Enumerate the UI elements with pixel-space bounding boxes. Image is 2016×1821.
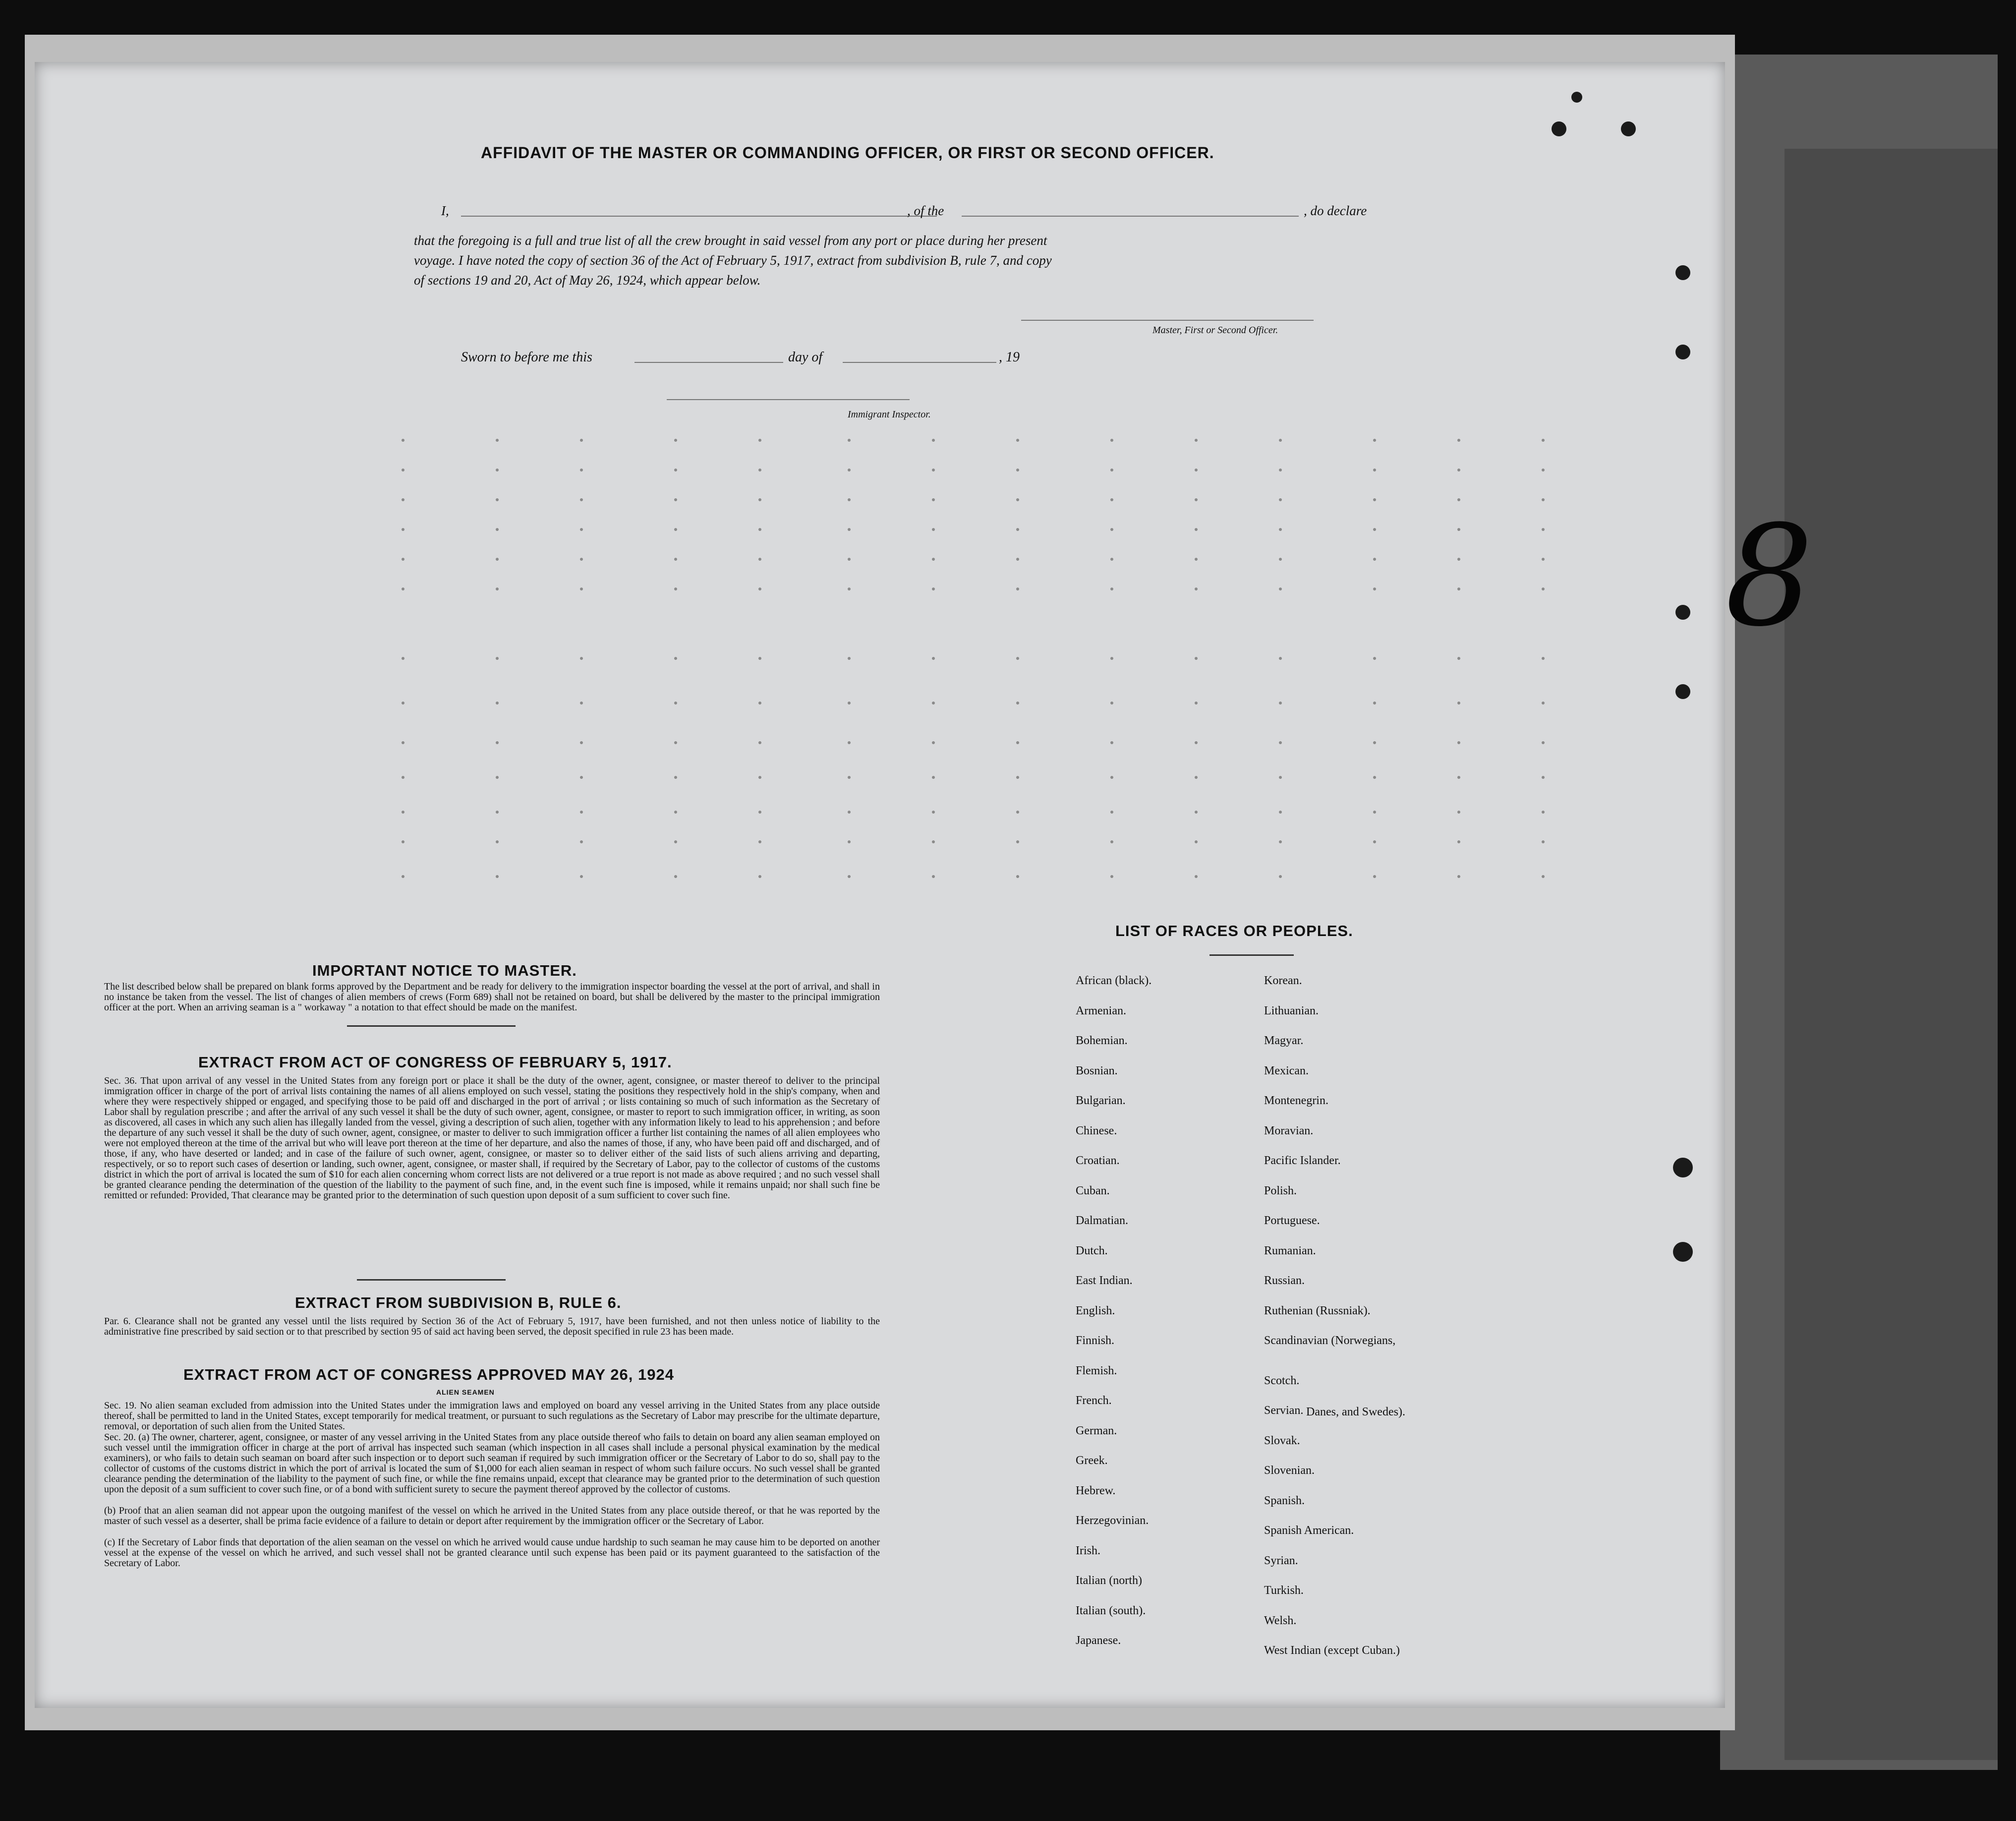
faint-dot: [848, 657, 851, 660]
faint-dot: [496, 498, 499, 501]
faint-dot: [1110, 811, 1113, 814]
faint-dot: [1457, 702, 1460, 705]
faint-dot: [580, 811, 583, 814]
faint-dot: [758, 875, 761, 878]
extract-1917-title: EXTRACT FROM ACT OF CONGRESS OF FEBRUARY 5, 1917.: [198, 1054, 672, 1071]
faint-dot: [1195, 439, 1198, 442]
faint-dot: [1110, 875, 1113, 878]
punch-hole: [1552, 121, 1566, 136]
faint-dot: [1373, 528, 1376, 531]
faint-dot: [848, 776, 851, 779]
affidavit-title: AFFIDAVIT OF THE MASTER OR COMMANDING OFFICER, OR FIRST OR SECOND OFFICER.: [481, 144, 1214, 162]
faint-dot: [674, 875, 677, 878]
faint-dot: [1195, 657, 1198, 660]
race-item: Flemish.: [1076, 1364, 1117, 1377]
faint-dot: [848, 469, 851, 471]
faint-dot: [402, 587, 404, 590]
faint-dot: [674, 702, 677, 705]
faint-dot: [1457, 741, 1460, 744]
faint-dot: [674, 811, 677, 814]
faint-dot: [402, 776, 404, 779]
faint-dot: [1195, 558, 1198, 561]
faint-dot: [580, 587, 583, 590]
race-item: East Indian.: [1076, 1274, 1133, 1287]
faint-dot: [496, 469, 499, 471]
faint-dot: [848, 498, 851, 501]
faint-dot: [1542, 528, 1545, 531]
faint-dot: [402, 875, 404, 878]
faint-dot: [1542, 558, 1545, 561]
faint-dot: [580, 439, 583, 442]
race-item: Lithuanian.: [1264, 1004, 1319, 1017]
faint-dot: [402, 741, 404, 744]
race-item: Portuguese.: [1264, 1214, 1320, 1227]
faint-dot: [932, 528, 935, 531]
faint-dot: [402, 439, 404, 442]
faint-dot: [580, 528, 583, 531]
faint-dot: [932, 702, 935, 705]
faint-dot: [758, 498, 761, 501]
notice-title: IMPORTANT NOTICE TO MASTER.: [312, 962, 577, 979]
faint-dot: [1457, 840, 1460, 843]
affidavit-statement-line-1: that the foregoing is a full and true list of all the crew brought in said vessel from any port or place during her present: [414, 233, 1047, 248]
faint-dot: [1542, 498, 1545, 501]
faint-dot: [758, 811, 761, 814]
sworn-before-label: Sworn to before me this: [461, 350, 592, 365]
faint-dot: [674, 469, 677, 471]
faint-dot: [848, 840, 851, 843]
faint-dot: [1195, 840, 1198, 843]
section-divider: [357, 1279, 506, 1281]
faint-dot: [1279, 702, 1282, 705]
races-title: LIST OF RACES OR PEOPLES.: [1115, 922, 1353, 940]
extract-1924-sec20b: (b) Proof that an alien seaman did not appear upon the outgoing manifest of the vessel on which he arrived in the United States from any place outside thereof, or that he was reported by the master of such vessel as a deserter, shall be prima facie evidence of a failure to detain or deport after requirement by the immigration officer or the Secretary of Labor.: [104, 1505, 880, 1527]
faint-dot: [402, 469, 404, 471]
faint-dot: [1195, 469, 1198, 471]
race-item: Ruthenian (Russniak).: [1264, 1304, 1371, 1317]
faint-dot: [496, 702, 499, 705]
faint-dot: [1373, 657, 1376, 660]
race-item: West Indian (except Cuban.): [1264, 1644, 1400, 1657]
faint-dot: [932, 498, 935, 501]
faint-dot: [402, 840, 404, 843]
faint-dot: [932, 875, 935, 878]
faint-dot: [758, 840, 761, 843]
faint-dot: [1373, 741, 1376, 744]
faint-dot: [1457, 776, 1460, 779]
race-item: Irish.: [1076, 1544, 1100, 1557]
race-item: Italian (north): [1076, 1574, 1142, 1587]
faint-dot: [580, 498, 583, 501]
faint-dot: [1542, 657, 1545, 660]
faint-dot: [1110, 840, 1113, 843]
faint-dot: [932, 811, 935, 814]
faint-dot: [1457, 558, 1460, 561]
race-item: Italian (south).: [1076, 1604, 1146, 1617]
faint-dot: [1279, 558, 1282, 561]
faint-dot: [1110, 439, 1113, 442]
faint-dot: [1110, 702, 1113, 705]
extract-1924-sec19: Sec. 19. No alien seaman excluded from admission into the United States under the immigration laws and employed on board any vessel arriving in the United States from any place outside thereof, shall be permitted to land in the United States, except temporarily for medical treatment, or pursuant to such regulations as the Secretary of Labor may prescribe for the ultimate departure, removal, or deportation of such alien from the United States.: [104, 1400, 880, 1432]
faint-dot: [1110, 558, 1113, 561]
signature-blank[interactable]: [1021, 320, 1314, 321]
faint-dot: [496, 875, 499, 878]
faint-dot: [496, 528, 499, 531]
faint-dot: [1195, 875, 1198, 878]
faint-dot: [496, 587, 499, 590]
faint-dot: [758, 702, 761, 705]
faint-dot: [1279, 875, 1282, 878]
faint-dot: [848, 558, 851, 561]
faint-dot: [1110, 469, 1113, 471]
faint-dot: [848, 811, 851, 814]
faint-dot: [848, 702, 851, 705]
race-item: Scandinavian (Norwegians,: [1264, 1334, 1396, 1347]
race-item: Bulgarian.: [1076, 1094, 1126, 1107]
race-item: Greek.: [1076, 1454, 1108, 1467]
declare-of-the-label: , of the: [907, 203, 944, 218]
faint-dot: [932, 587, 935, 590]
faint-dot: [1016, 528, 1019, 531]
faint-dot: [1016, 702, 1019, 705]
faint-dot: [1373, 875, 1376, 878]
faint-dot: [1195, 587, 1198, 590]
faint-dot: [674, 498, 677, 501]
punch-hole: [1675, 345, 1690, 359]
race-item: Servian.: [1264, 1404, 1304, 1417]
faint-dot: [1279, 439, 1282, 442]
faint-dot: [1016, 875, 1019, 878]
sworn-year-label: , 19: [999, 350, 1020, 365]
race-item: Korean.: [1264, 974, 1302, 987]
faint-dot: [580, 875, 583, 878]
race-item: German.: [1076, 1424, 1117, 1437]
races-title-underline: [1210, 954, 1294, 956]
document-page: [35, 62, 1725, 1708]
faint-dot: [1542, 875, 1545, 878]
faint-dot: [932, 840, 935, 843]
faint-dot: [674, 439, 677, 442]
faint-dot: [1279, 741, 1282, 744]
inspector-label: Immigrant Inspector.: [848, 409, 931, 420]
faint-dot: [1373, 702, 1376, 705]
faint-dot: [1373, 498, 1376, 501]
name-blank[interactable]: [461, 216, 937, 217]
punch-hole: [1675, 605, 1690, 620]
faint-dot: [402, 702, 404, 705]
race-item: Magyar.: [1264, 1034, 1304, 1047]
faint-dot: [496, 776, 499, 779]
faint-dot: [1373, 439, 1376, 442]
race-item: Dutch.: [1076, 1244, 1108, 1257]
faint-dot: [1016, 776, 1019, 779]
declare-do-declare-label: , do declare: [1304, 203, 1367, 218]
faint-dot: [1373, 776, 1376, 779]
faint-dot: [1457, 657, 1460, 660]
faint-dot: [1542, 741, 1545, 744]
faint-dot: [1457, 439, 1460, 442]
sworn-day-blank[interactable]: [634, 362, 783, 363]
faint-dot: [674, 528, 677, 531]
faint-dot: [674, 741, 677, 744]
faint-dot: [1457, 587, 1460, 590]
handwritten-margin-number: 8: [1725, 496, 1814, 657]
race-item: French.: [1076, 1394, 1112, 1407]
vessel-blank[interactable]: [962, 216, 1299, 217]
race-item: Bosnian.: [1076, 1064, 1118, 1077]
faint-dot: [496, 811, 499, 814]
faint-dot: [674, 840, 677, 843]
faint-dot: [1110, 587, 1113, 590]
faint-dot: [1542, 439, 1545, 442]
faint-dot: [496, 741, 499, 744]
race-scandinavian-continued: Danes, and Swedes).: [1306, 1406, 1405, 1418]
faint-dot: [1016, 811, 1019, 814]
sworn-month-blank[interactable]: [843, 362, 996, 363]
faint-dot: [758, 741, 761, 744]
extract-1924-title: EXTRACT FROM ACT OF CONGRESS APPROVED MAY 26, 1924: [183, 1366, 674, 1383]
race-item: Slovak.: [1264, 1434, 1300, 1447]
punch-hole: [1673, 1158, 1693, 1177]
faint-dot: [1016, 439, 1019, 442]
race-item: African (black).: [1076, 974, 1152, 987]
faint-dot: [848, 587, 851, 590]
extract-1917-body: Sec. 36. That upon arrival of any vessel in the United States from any foreign port or place it shall be the duty of the owner, agent, consignee, or master thereof to deliver to the principal immigration officer in charge of the port of arrival lists containing the names of all aliens employed on such vessel, stating the positions they respectively hold in the ship's company, when and where they were respectively shipped or engaged, and specifying those to be paid off and discharged in the port of arrival ; or lists containing so much of such information as the Secretary of Labor shall by regulation prescribe ; and after the arrival of any such vessel it shall be the duty of such owner, agent, consignee, or master to report to such immigration officer, in writing, as soon as discovered, all cases in which any such alien has illegally landed from the vessel, giving a description of such alien, together with any information likely to lead to his apprehension ; and before the departure of any such vessel it shall be the duty of such owner, agent, consignee, or master to deliver to such immigration officer a further list containing the names of all alien employees who were not employed thereon at the time of the arrival but who will leave port thereon at the time of her departure, and also the names of those, if any, who have been paid off and discharged, and of those, if any, who have deserted or landed; and in case of the failure of such owner, agent, consignee, or master so to deliver either of the said lists of such aliens arriving and departing, respectively, or so to report such cases of desertion or landing, such owner, agent, consignee, or master shall, if required by the Secretary of Labor, pay to the collector of customs of the customs district in which the port of arrival is located the sum of $10 for each alien concerning whom correct lists are not delivered or a true report is not made as above required ; and no such vessel shall be granted clearance pending the determination of the question of the liability to the payment of such fine, and, in the event such fine is imposed, while it remains unpaid; nor shall such fine be remitted or refunded: Provided, That clearance may be granted prior to the determination of such question upon deposit of a sum sufficient to cover such fine.: [104, 1075, 880, 1201]
faint-dot: [402, 811, 404, 814]
section-divider: [347, 1025, 516, 1027]
faint-dot: [758, 439, 761, 442]
faint-dot: [1279, 811, 1282, 814]
punch-hole: [1675, 265, 1690, 280]
faint-dot: [1195, 528, 1198, 531]
faint-dot: [932, 776, 935, 779]
faint-dot: [1542, 840, 1545, 843]
faint-dot: [932, 657, 935, 660]
race-item: Herzegovinian.: [1076, 1514, 1149, 1527]
faint-dot: [1542, 587, 1545, 590]
faint-dot: [848, 741, 851, 744]
faint-dot: [580, 657, 583, 660]
faint-dot: [580, 469, 583, 471]
faint-dot: [1279, 528, 1282, 531]
race-item: Finnish.: [1076, 1334, 1115, 1347]
faint-dot: [1279, 776, 1282, 779]
faint-dot: [496, 657, 499, 660]
faint-dot: [758, 657, 761, 660]
faint-dot: [932, 741, 935, 744]
scan-background-darker: [1785, 149, 1998, 1760]
extract-1924-subtitle: ALIEN SEAMEN: [436, 1388, 495, 1396]
faint-dot: [1195, 776, 1198, 779]
faint-dot: [1110, 528, 1113, 531]
faint-dot: [758, 776, 761, 779]
race-item: Spanish.: [1264, 1494, 1305, 1507]
faint-dot: [1457, 469, 1460, 471]
faint-dot: [1279, 840, 1282, 843]
faint-dot: [1195, 811, 1198, 814]
race-item: Bohemian.: [1076, 1034, 1128, 1047]
faint-dot: [674, 776, 677, 779]
affidavit-statement-line-2: voyage. I have noted the copy of section 36 of the Act of February 5, 1917, extract from subdivision B, rule 7, and copy: [414, 253, 1052, 268]
faint-dot: [1110, 741, 1113, 744]
faint-dot: [1542, 469, 1545, 471]
sworn-day-of-label: day of: [788, 350, 823, 365]
faint-dot: [1110, 498, 1113, 501]
faint-dot: [1110, 657, 1113, 660]
faint-dot: [674, 558, 677, 561]
faint-dot: [848, 528, 851, 531]
faint-dot: [1373, 840, 1376, 843]
faint-dot: [1195, 498, 1198, 501]
faint-dot: [402, 498, 404, 501]
faint-dot: [932, 469, 935, 471]
race-item: Syrian.: [1264, 1554, 1298, 1567]
faint-dot: [1016, 657, 1019, 660]
declare-i-label: I,: [441, 203, 449, 218]
race-item: Pacific Islander.: [1264, 1154, 1341, 1167]
race-item: Armenian.: [1076, 1004, 1126, 1017]
faint-dot: [1279, 657, 1282, 660]
faint-dot: [496, 439, 499, 442]
race-item: Croatian.: [1076, 1154, 1120, 1167]
faint-dot: [1110, 776, 1113, 779]
extract-1924-sec20a: Sec. 20. (a) The owner, charterer, agent, consignee, or master of any vessel arriving in the United States from any place outside thereof who fails to detain on board any alien seaman employed on such vessel until the immigration officer in charge at the port of arrival has inspected such seaman (which inspection in all cases shall include a personal physical examination by the medical examiners), or who fails to detain such seaman on board after such inspection or to deport such seaman if required by such immigration officer or the Secretary of Labor to do so, shall pay to the collector of customs of the customs district in which the port of arrival is located the sum of $1,000 for each alien seaman in respect of whom such failure occurs. No such vessel shall be granted clearance pending the determination of the liability to the payment of such fine, or while the fine remains unpaid, except that clearance may be granted prior to the determination of such question upon the deposit of a sum sufficient to cover such fine, or of a bond with sufficient surety to secure the payment thereof approved by the collector of customs.: [104, 1432, 880, 1495]
faint-dot: [1457, 528, 1460, 531]
faint-dot: [1195, 702, 1198, 705]
faint-dot: [674, 587, 677, 590]
faint-dot: [1373, 811, 1376, 814]
faint-dot: [402, 558, 404, 561]
subdivision-b-title: EXTRACT FROM SUBDIVISION B, RULE 6.: [295, 1294, 622, 1311]
race-item: Mexican.: [1264, 1064, 1309, 1077]
punch-hole: [1675, 684, 1690, 699]
faint-dot: [1373, 558, 1376, 561]
faint-dot: [1542, 702, 1545, 705]
race-item: Dalmatian.: [1076, 1214, 1128, 1227]
race-item: Japanese.: [1076, 1634, 1121, 1647]
punch-hole: [1621, 121, 1636, 136]
race-item: Moravian.: [1264, 1124, 1314, 1137]
faint-dot: [1016, 498, 1019, 501]
faint-dot: [758, 587, 761, 590]
race-item: Cuban.: [1076, 1184, 1110, 1197]
race-item: Polish.: [1264, 1184, 1297, 1197]
faint-dot: [496, 840, 499, 843]
notice-body: The list described below shall be prepared on blank forms approved by the Department and be ready for delivery to the immigration inspector boarding the vessel at the port of arrival, and shall in no instance be taken from the vessel. The list of changes of alien members of crews (Form 689) shall not be retained on board, but shall be delivered by the master to the principal immigration officer at the port. When an arriving seaman is a " workaway " a notation to that effect should be made on the manifest.: [104, 981, 880, 1013]
race-item: Montenegrin.: [1264, 1094, 1328, 1107]
faint-dot: [848, 875, 851, 878]
race-item: Russian.: [1264, 1274, 1305, 1287]
faint-dot: [758, 528, 761, 531]
faint-dot: [1016, 741, 1019, 744]
faint-dot: [580, 558, 583, 561]
punch-hole: [1571, 92, 1582, 103]
faint-dot: [402, 528, 404, 531]
faint-dot: [496, 558, 499, 561]
faint-dot: [1457, 875, 1460, 878]
faint-dot: [1373, 587, 1376, 590]
faint-dot: [1016, 469, 1019, 471]
race-item: Slovenian.: [1264, 1464, 1315, 1477]
race-item: Welsh.: [1264, 1614, 1297, 1627]
faint-dot: [1373, 469, 1376, 471]
affidavit-statement-line-3: of sections 19 and 20, Act of May 26, 1924, which appear below.: [414, 273, 761, 288]
faint-dot: [580, 741, 583, 744]
race-item: Chinese.: [1076, 1124, 1117, 1137]
race-item: Hebrew.: [1076, 1484, 1116, 1497]
faint-dot: [402, 657, 404, 660]
faint-dot: [1279, 498, 1282, 501]
race-item: Scotch.: [1264, 1374, 1300, 1387]
race-item: Rumanian.: [1264, 1244, 1316, 1257]
signature-label: Master, First or Second Officer.: [1152, 325, 1278, 336]
faint-dot: [758, 558, 761, 561]
faint-dot: [758, 469, 761, 471]
faint-dot: [1542, 776, 1545, 779]
faint-dot: [1016, 587, 1019, 590]
faint-dot: [580, 776, 583, 779]
faint-dot: [848, 439, 851, 442]
faint-dot: [674, 657, 677, 660]
inspector-signature-blank[interactable]: [667, 399, 910, 400]
race-item: Turkish.: [1264, 1584, 1304, 1597]
faint-dot: [1279, 469, 1282, 471]
extract-1924-sec20c: (c) If the Secretary of Labor finds that deportation of the alien seaman on the vessel on which he arrived would cause undue hardship to such seaman he may cause him to be deported on another vessel at the expense of the vessel on which he arrived, and such vessel shall not be granted clearance until such expense has been paid or its payment guaranteed to the satisfaction of the Secretary of Labor.: [104, 1537, 880, 1569]
subdivision-b-body: Par. 6. Clearance shall not be granted any vessel until the lists required by Section 36 of the Act of February 5, 1917, have been furnished, and not then unless notice of liability to the administrative fine prescribed by said section or to that prescribed by section 95 of said act having been served, the deposit specified in rule 23 has been made.: [104, 1316, 880, 1337]
race-item: Spanish American.: [1264, 1524, 1354, 1537]
faint-dot: [580, 840, 583, 843]
faint-dot: [1542, 811, 1545, 814]
punch-hole: [1673, 1242, 1693, 1262]
faint-dot: [1016, 558, 1019, 561]
faint-dot: [580, 702, 583, 705]
faint-dot: [1457, 498, 1460, 501]
faint-dot: [1195, 741, 1198, 744]
faint-dot: [1457, 811, 1460, 814]
faint-dot: [1016, 840, 1019, 843]
race-item: English.: [1076, 1304, 1115, 1317]
faint-dot: [932, 439, 935, 442]
faint-dot: [1279, 587, 1282, 590]
faint-dot: [932, 558, 935, 561]
